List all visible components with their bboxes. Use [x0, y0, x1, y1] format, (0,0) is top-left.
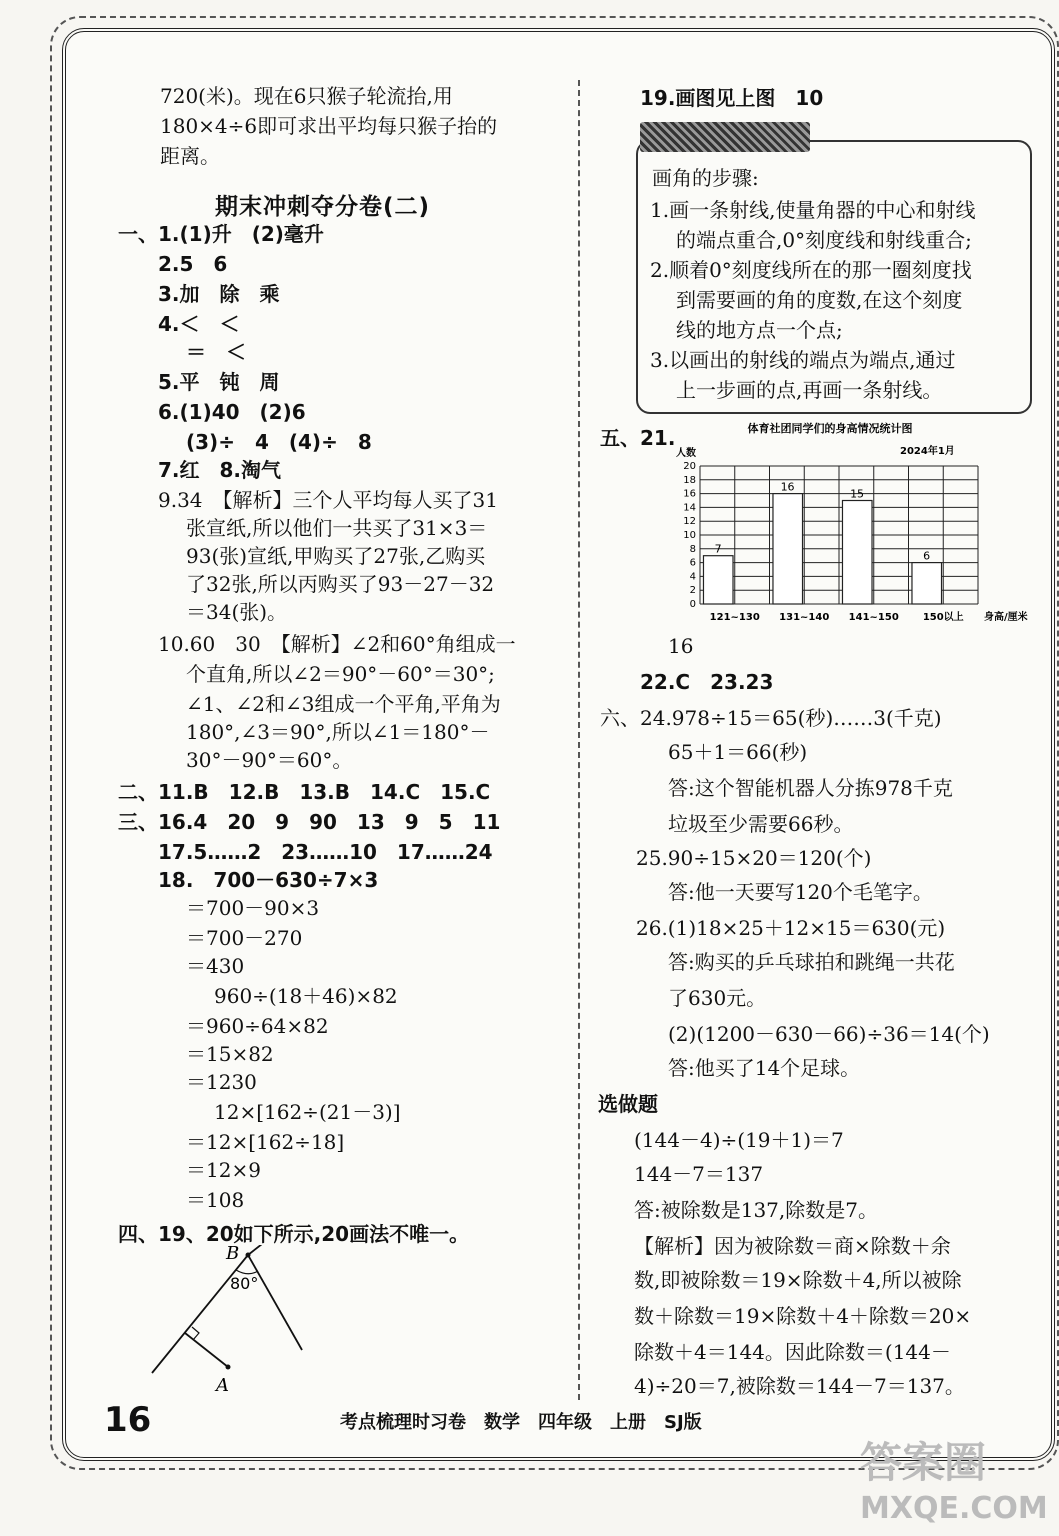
bar: [912, 563, 942, 604]
answer-line: ＝12×[162÷18]: [186, 1130, 345, 1154]
x-axis-label: 身高/厘米: [984, 612, 1028, 623]
watermark-line: 答案圈: [860, 1438, 987, 1487]
step-line: 1.画一条射线,使量角器的中心和射线: [650, 198, 976, 222]
x-tick-label: 121~130: [709, 612, 760, 623]
answer-line: 25.90÷15×20＝120(个): [636, 846, 872, 870]
bar-value-label: 6: [923, 549, 931, 563]
y-tick-label: 10: [683, 530, 696, 541]
answer-line: ＝960÷64×82: [186, 1014, 329, 1038]
answer-line: 5.平 钝 周: [158, 370, 280, 394]
answer-line: 个直角,所以∠2＝90°－60°＝30°;: [186, 662, 495, 686]
bar: [703, 556, 733, 604]
watermark: [860, 1440, 1048, 1532]
angle-figure: [140, 1245, 320, 1395]
answer-line: 10.60 30 【解析】∠2和60°角组成一: [158, 632, 516, 656]
chart-svg: [600, 418, 1030, 628]
answer-line: 了32张,所以丙购买了93－27－32: [186, 572, 495, 596]
answer-line: 二、11.B 12.B 13.B 14.C 15.C: [118, 780, 491, 804]
answer-line: ＝34(张)。: [186, 600, 288, 624]
step-line: 3.以画出的射线的端点为端点,通过: [650, 348, 956, 372]
answer-line: ＝430: [186, 954, 245, 978]
answer-line: 3.加 除 乘: [158, 282, 280, 306]
label-a: A: [216, 1375, 229, 1395]
answer-line: 三、16.4 20 9 90 13 9 5 11: [118, 810, 501, 834]
answer-line: 选做题: [598, 1092, 658, 1116]
answer-line: (144－4)÷(19＋1)＝7: [634, 1128, 844, 1152]
answer-line: 960÷(18＋46)×82: [214, 984, 398, 1008]
answer-line: ＝15×82: [186, 1042, 274, 1066]
step-line: 的端点重合,0°刻度线和射线重合;: [676, 228, 972, 252]
column-divider: [578, 80, 580, 1400]
answer-line: ＝12×9: [186, 1158, 261, 1182]
intro-line: 距离。: [160, 144, 220, 168]
answer-line: 答:这个智能机器人分拣978千克: [668, 776, 953, 800]
answer-line: ＝1230: [186, 1070, 257, 1094]
answer-line: 7.红 8.淘气: [158, 458, 282, 482]
x-tick-label: 141~150: [848, 612, 899, 623]
answer-line: 4)÷20＝7,被除数＝144－7＝137。: [634, 1374, 965, 1398]
answer-line: ∠1、∠2和∠3组成一个平角,平角为: [186, 692, 501, 716]
answer-line: 26.(1)18×25＋12×15＝630(元): [636, 916, 946, 940]
bar-value-label: 15: [850, 487, 865, 501]
answer-line: 【解析】因为被除数＝商×除数＋余: [634, 1234, 951, 1258]
answer-line: 22.C 23.23: [640, 670, 774, 694]
y-tick-label: 16: [683, 488, 696, 500]
intro-line: 180×4÷6即可求出平均每只猴子抬的: [160, 114, 498, 138]
y-tick-label: 6: [689, 557, 696, 569]
step-line: 线的地方点一个点;: [676, 318, 843, 342]
answer-line: 答:购买的乒乓球拍和跳绳一共花: [668, 950, 955, 974]
ray-line: [248, 1245, 276, 1255]
answer-line: 六、24.978÷15＝65(秒)……3(千克): [600, 706, 942, 730]
answer-line: 180°,∠3＝90°,所以∠1＝180°－: [186, 720, 490, 744]
bar-value-label: 16: [780, 480, 795, 494]
step-line: 到需要画的角的度数,在这个刻度: [676, 288, 963, 312]
answer-line: 30°－90°＝60°。: [186, 748, 353, 772]
steps-heading: 画角的步骤:: [652, 166, 759, 190]
bar: [842, 501, 872, 605]
answer-line: 9.34 【解析】三个人平均每人买了31: [158, 488, 498, 512]
answer-line: ＝700－270: [186, 926, 303, 950]
label-b: B: [226, 1245, 240, 1264]
angle-label: 80°: [230, 1274, 259, 1293]
chart-date: 2024年1月: [900, 446, 955, 457]
bar-value-label: 7: [714, 542, 722, 556]
answer-line: 93(张)宣纸,甲购买了27张,乙购买: [186, 544, 486, 568]
answer-line: ＝700－90×3: [186, 896, 320, 920]
answer-line: ＝ ＜: [186, 340, 246, 364]
step-line: 上一步画的点,再画一条射线。: [676, 378, 943, 402]
answer-line: 18. 700－630÷7×3: [158, 868, 379, 892]
bar-chart: [600, 418, 1030, 628]
answer-line: 16: [668, 634, 694, 658]
y-axis-label: 人数: [676, 448, 696, 459]
answer-line: 4.＜ ＜: [158, 312, 240, 336]
point-a: [226, 1365, 231, 1370]
point-b: [246, 1253, 251, 1258]
answer-line: 17.5……2 23……10 17……24: [158, 840, 493, 864]
perpendicular-line: [185, 1333, 228, 1367]
answer-line: 五、21.: [600, 426, 676, 450]
y-tick-label: 12: [683, 516, 696, 528]
right-angle-mark: [192, 1327, 199, 1340]
answer-line: 答:他买了14个足球。: [668, 1056, 861, 1080]
answer-line: 65＋1＝66(秒): [668, 740, 808, 764]
answer-line: (2)(1200－630－66)÷36＝14(个): [668, 1022, 990, 1046]
answer-line: 答:被除数是137,除数是7。: [634, 1198, 878, 1222]
answer-line: 答:他一天要写120个毛笔字。: [668, 880, 933, 904]
answer-line: 数＋除数＝19×除数＋4＋除数＝20×: [634, 1304, 972, 1328]
answer-line: 数,即被除数＝19×除数＋4,所以被除: [634, 1268, 962, 1292]
x-tick-label: 150以上: [922, 612, 964, 623]
answer-line: 四、19、20如下所示,20画法不唯一。: [118, 1222, 470, 1246]
answer-line: 6.(1)40 (2)6: [158, 400, 306, 424]
y-tick-label: 2: [689, 585, 696, 597]
answer-line: ＝108: [186, 1188, 245, 1212]
answer-line: 144－7＝137: [634, 1162, 764, 1186]
answer-line: 一、1.(1)升 (2)毫升: [118, 222, 324, 246]
y-tick-label: 0: [689, 599, 696, 610]
watermark-line: MXQE.COM: [860, 1491, 1048, 1526]
footer-text: 考点梳理时习卷 数学 四年级 上册 SJ版: [340, 1412, 702, 1433]
y-tick-label: 18: [683, 474, 696, 486]
answer-line: (3)÷ 4 (4)÷ 8: [186, 430, 372, 454]
answer-line: 垃圾至少需要66秒。: [668, 812, 854, 836]
answer-line: 了630元。: [668, 986, 767, 1010]
bar: [773, 494, 803, 604]
ray-line: [248, 1255, 302, 1350]
chart-title: 体育社团同学们的身高情况统计图: [747, 422, 913, 435]
page-number: 16: [104, 1400, 152, 1440]
tip-banner: [640, 122, 810, 152]
step-line: 2.顺着0°刻度线所在的那一圈刻度找: [650, 258, 972, 282]
y-tick-label: 20: [683, 461, 696, 472]
intro-line: 720(米)。现在6只猴子轮流抬,用: [160, 84, 453, 108]
answer-line: 2.5 6: [158, 252, 228, 276]
answer-line: 19.画图见上图 10: [640, 86, 824, 110]
section-title: 期末冲刺夺分卷(二): [215, 194, 431, 220]
y-tick-label: 14: [683, 502, 696, 514]
x-tick-label: 131~140: [779, 612, 830, 623]
y-tick-label: 4: [689, 571, 696, 583]
y-tick-label: 8: [689, 543, 696, 555]
answer-line: 12×[162÷(21－3)]: [214, 1100, 401, 1124]
answer-line: 除数＋4＝144。因此除数＝(144－: [634, 1340, 951, 1364]
answer-line: 张宣纸,所以他们一共买了31×3＝: [186, 516, 488, 540]
ray-line: [152, 1255, 248, 1373]
